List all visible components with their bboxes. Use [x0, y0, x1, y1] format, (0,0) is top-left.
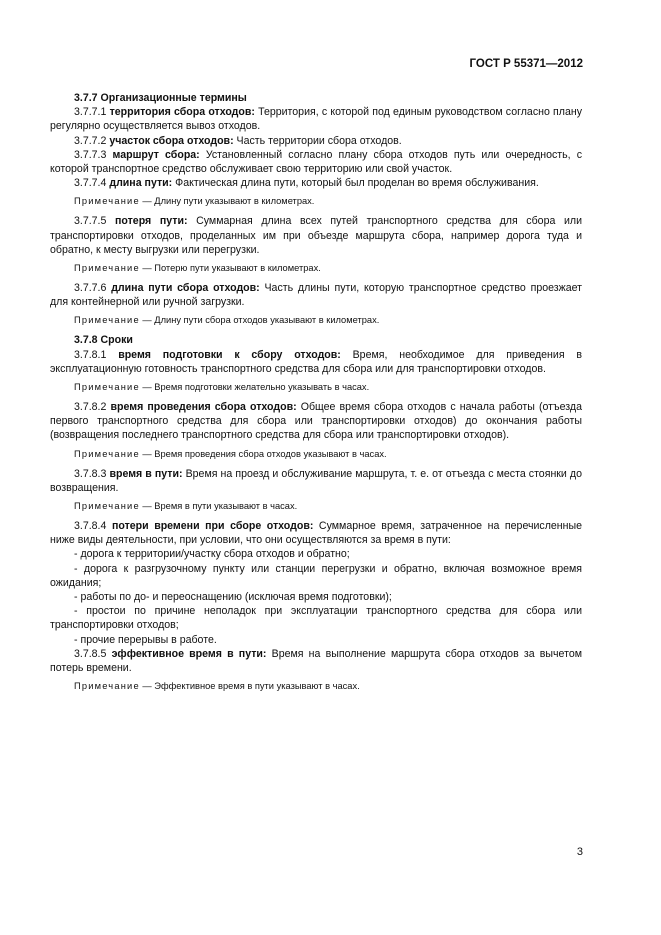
term-title: территория сбора отходов:: [109, 106, 255, 119]
term-definition: Общее время сбора отходов с начала работы (отъезда первого транспортного средства для сбора или транспортировки отходов) до окончания работы (возвращения последнего транспортного средства для сбора или транспортировки отходов).: [50, 401, 582, 442]
term-title: время в пути:: [109, 467, 183, 480]
term-definition: Часть длины пути, которую транспортное средство проезжает для контейнерной или ручной загрузки.: [50, 282, 582, 309]
term-3-7-7-2: [50, 134, 582, 148]
note-label: Примечание: [74, 681, 140, 692]
term-title: участок сбора отходов:: [109, 134, 234, 147]
note: [50, 448, 582, 461]
term-title: эффективное время в пути:: [111, 647, 267, 660]
term-definition: Фактическая длина пути, который был проделан во время обслуживания.: [172, 177, 539, 190]
term-3-7-8-5: [50, 647, 582, 675]
term-title: длина пути:: [109, 177, 173, 190]
term-title: длина пути сбора отходов:: [111, 282, 260, 295]
term-3-7-7-3: [50, 148, 582, 176]
note-dash: —: [139, 315, 155, 326]
term-number: 3.7.7.6: [74, 282, 112, 295]
note-dash: —: [139, 501, 155, 512]
note-label: Примечание: [74, 196, 140, 207]
note: [50, 381, 582, 394]
note-dash: —: [139, 448, 155, 459]
term-title: потеря пути:: [115, 215, 188, 228]
document-body: [50, 91, 582, 699]
term-number: 3.7.8.3: [74, 467, 110, 480]
note-text: Эффективное время в пути указывают в часах.: [154, 681, 360, 692]
term-title: время подготовки к сбору отходов:: [118, 348, 341, 361]
term-3-7-7-4: [50, 176, 582, 190]
term-number: 3.7.8.5: [74, 647, 112, 660]
note-text: Потерю пути указывают в километрах.: [154, 263, 321, 274]
list-item: - работы по до- и переоснащению (исключая время подготовки);: [74, 591, 392, 604]
term-3-7-8-4: [50, 519, 582, 547]
term-title: потери времени при сборе отходов:: [111, 520, 314, 533]
term-3-7-7-5: [50, 214, 582, 257]
note: [50, 314, 582, 327]
list-item: - простои по причине неполадок при эксплуатации транспортного средства для сбора или транспортировки отходов;: [50, 605, 582, 632]
note-label: Примечание: [74, 315, 140, 326]
standard-designation: ГОСТ Р 55371—2012: [469, 58, 583, 70]
note: [50, 680, 582, 693]
term-title: маршрут сбора:: [112, 148, 200, 161]
term-number: 3.7.8.2: [74, 401, 111, 414]
list-item: - дорога к разгрузочному пункту или станции перегрузки и обратно, включая возможное время ожидания;: [50, 562, 582, 589]
term-definition: Территория, с которой под единым руководством согласно плану регулярно осуществляется вывоз отходов.: [50, 106, 583, 133]
term-3-7-8-2: [50, 400, 582, 443]
list-item: - прочие перерывы в работе.: [74, 633, 217, 646]
term-number: 3.7.7.5: [74, 215, 116, 228]
note-text: Время подготовки желательно указывать в часах.: [154, 382, 370, 393]
term-number: 3.7.8.1: [74, 348, 119, 361]
note-label: Примечание: [74, 382, 140, 393]
term-3-7-7-6: [50, 281, 582, 309]
list-item: - дорога к территории/участку сбора отходов и обратно;: [74, 548, 350, 561]
term-number: 3.7.7.4: [74, 177, 110, 190]
term-definition: Время на выполнение маршрута сбора отходов за вычетом потерь времени.: [50, 647, 583, 675]
term-number: 3.7.8.4: [74, 520, 112, 533]
note: [50, 500, 582, 513]
note-text: Время проведения сбора отходов указывают в часах.: [154, 448, 387, 459]
term-definition: Часть территории сбора отходов.: [233, 134, 402, 147]
term-definition: Суммарная длина всех путей транспортного средства для сбора или транспортировки отходов, проделанных им при объезде маршрута сбора, например дорога туда и обратно, к месту выгрузки или перегрузки.: [50, 215, 582, 256]
section-heading-3-7-7: 3.7.7 Организационные термины: [74, 92, 247, 104]
note-label: Примечание: [74, 448, 140, 459]
term-3-7-8-1: [50, 348, 582, 376]
term-definition: Суммарное время, затраченное на перечисленные ниже виды деятельности, при условии, что они осуществляются за время в пути:: [50, 520, 583, 547]
term-number: 3.7.7.3: [74, 148, 113, 161]
note-dash: —: [139, 382, 155, 393]
note-text: Длину пути сбора отходов указывают в километрах.: [154, 315, 380, 326]
note-dash: —: [139, 263, 155, 274]
note: [50, 262, 582, 275]
note-text: Время в пути указывают в часах.: [154, 501, 298, 512]
note: [50, 195, 582, 208]
term-3-7-7-1: [50, 105, 582, 133]
term-3-7-8-3: [50, 467, 582, 495]
term-definition: Установленный согласно плану сбора отходов путь или очередность, с которой транспортное средство обслуживает свою территорию или свой участок.: [50, 148, 583, 176]
note-label: Примечание: [74, 263, 140, 274]
note-text: Длину пути указывают в километрах.: [154, 196, 315, 207]
note-dash: —: [139, 196, 155, 207]
section-heading-3-7-8: 3.7.8 Сроки: [74, 334, 133, 347]
note-dash: —: [139, 681, 155, 692]
page-number: 3: [576, 846, 583, 858]
term-title: время проведения сбора отходов:: [110, 401, 297, 414]
term-number: 3.7.7.1: [74, 106, 110, 119]
term-definition: Время, необходимое для приведения в эксплуатационную готовность транспортного средства для сбора или для транспортировки отходов.: [50, 348, 582, 375]
term-definition: Время на проезд и обслуживание маршрута, т. е. от отъезда с места стоянки до возвращения.: [50, 467, 582, 494]
note-label: Примечание: [74, 501, 140, 512]
term-number: 3.7.7.2: [74, 134, 110, 147]
